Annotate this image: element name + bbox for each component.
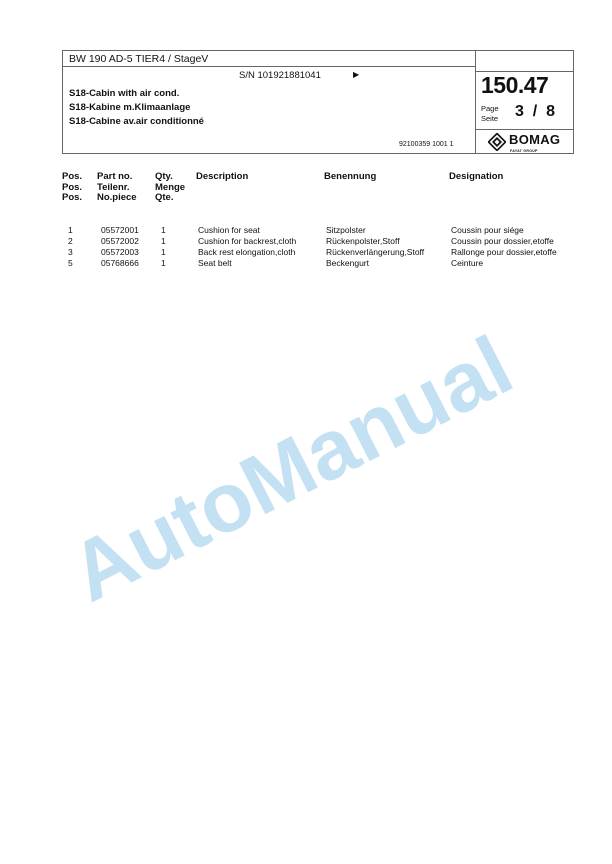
col-qty-en: Qty.	[155, 171, 173, 182]
play-arrow-icon: ▶	[353, 70, 360, 79]
row-qty: 1	[161, 225, 166, 235]
col-header-part	[97, 172, 137, 204]
col-part-en: Part no.	[97, 171, 133, 182]
row-qty: 1	[161, 258, 166, 268]
row-benennung: Sitzpolster	[326, 225, 366, 235]
col-header-description: Description	[196, 171, 249, 182]
table-row	[0, 247, 612, 258]
page-label	[481, 104, 499, 124]
row-pos: 5	[68, 258, 73, 268]
row-part: 05768666	[101, 258, 139, 268]
row-qty: 1	[161, 236, 166, 246]
divider	[475, 51, 476, 153]
row-designation: Coussin pour dossier,etoffe	[451, 236, 554, 246]
col-header-designation: Designation	[449, 171, 504, 182]
col-pos-en: Pos.	[62, 171, 83, 182]
row-pos: 2	[68, 236, 73, 246]
row-benennung: Beckengurt	[326, 258, 369, 268]
row-designation: Rallonge pour dossier,etoffe	[451, 247, 557, 257]
page-separator: /	[532, 103, 538, 120]
col-pos-de: Pos.	[62, 181, 83, 193]
section-titles	[69, 87, 204, 129]
row-pos: 3	[68, 247, 73, 257]
title-fr: S18-Cabine av.air conditionné	[69, 116, 204, 127]
col-pos-fr: Pos.	[62, 192, 83, 203]
title-en: S18-Cabin with air cond.	[69, 88, 180, 99]
row-description: Seat belt	[198, 258, 232, 268]
col-header-pos	[62, 172, 82, 204]
row-part: 05572003	[101, 247, 139, 257]
col-part-fr: No.piece	[97, 192, 137, 203]
col-qty-de: Menge	[155, 181, 186, 193]
page-current: 3	[515, 103, 524, 120]
row-qty: 1	[161, 247, 166, 257]
row-benennung: Rückenpolster,Stoff	[326, 236, 400, 246]
row-description: Back rest elongation,cloth	[198, 247, 296, 257]
brand-subtitle: FAYAT GROUP	[510, 149, 538, 153]
page-count	[515, 103, 555, 121]
row-description: Cushion for backrest,cloth	[198, 236, 297, 246]
col-header-qty	[155, 172, 185, 204]
serial-number: S/N 101921881041	[239, 70, 321, 81]
title-de: S18-Kabine m.Klimaanlage	[69, 102, 191, 113]
row-pos: 1	[68, 225, 73, 235]
col-header-benennung: Benennung	[324, 171, 377, 182]
row-benennung: Rückenverlängerung,Stoff	[326, 247, 425, 257]
row-description: Cushion for seat	[198, 225, 260, 235]
table-row	[0, 236, 612, 247]
col-qty-fr: Qte.	[155, 192, 174, 203]
page-total: 8	[546, 103, 556, 120]
page-number: 150.47	[481, 72, 549, 98]
col-part-de: Teilenr.	[97, 181, 130, 193]
row-designation: Coussin pour siége	[451, 225, 524, 235]
divider	[63, 66, 475, 67]
row-designation: Ceinture	[451, 258, 484, 268]
row-part: 05572002	[101, 236, 139, 246]
bomag-diamond-icon	[488, 133, 506, 151]
watermark: AutoManual	[55, 317, 527, 620]
page-label-en: Page	[481, 104, 499, 113]
model-name: BW 190 AD-5 TIER4 / StageV	[69, 53, 209, 65]
header-box	[62, 50, 574, 154]
bomag-logo	[488, 131, 560, 153]
table-row	[0, 258, 612, 269]
document-number: 92100359 1001 1	[399, 141, 454, 148]
divider	[475, 129, 574, 130]
row-part: 05572001	[101, 225, 139, 235]
table-row	[0, 225, 612, 236]
page-label-de: Seite	[481, 114, 499, 123]
brand-name: BOMAG	[509, 132, 561, 147]
